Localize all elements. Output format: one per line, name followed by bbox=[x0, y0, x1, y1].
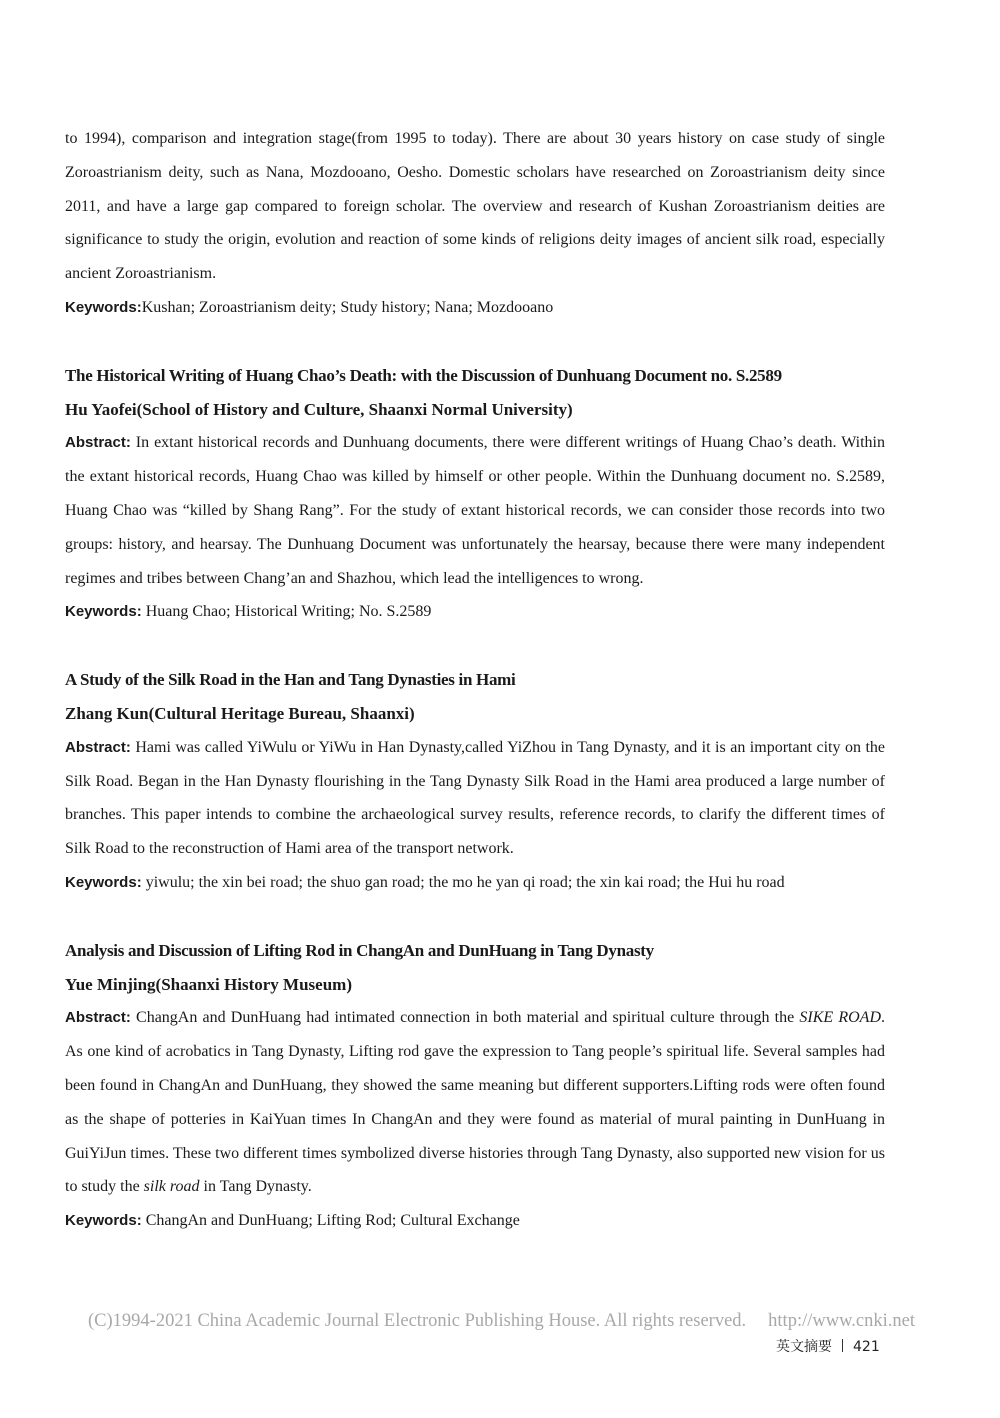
keywords-label: Keywords: bbox=[65, 873, 142, 891]
abstract-italic-sike-road: SIKE ROAD bbox=[799, 1009, 881, 1027]
article-2 bbox=[65, 663, 885, 900]
abstract-label: Abstract: bbox=[65, 1009, 131, 1027]
intro-keywords bbox=[65, 291, 885, 325]
keywords-text: Kushan; Zoroastrianism deity; Study history; Nana; Mozdooano bbox=[141, 298, 554, 316]
page-number: 421 bbox=[853, 1339, 880, 1355]
article-author: Hu Yaofei(School of History and Culture, Shaanxi Normal University) bbox=[65, 399, 573, 419]
article-author: Zhang Kun(Cultural Heritage Bureau, Shaanxi) bbox=[65, 703, 415, 723]
abstract-text: In extant historical records and Dunhuang documents, there were different writings of Huang Chao’s death. Within the extant historical records, Huang Chao was killed by himself or other people. Within the Dunhuang document no. S.2589, Huang Chao was “killed by Shang Rang”. For the study of extant historical records, we can consider those records into two groups: history, and hearsay. The Dunhuang Document was unfortunately the hearsay, because there were many independent regimes and tribes between Chang’an and Shazhou, which lead the intelligences to wrong. bbox=[65, 434, 885, 587]
page-footer bbox=[776, 1336, 880, 1356]
article-abstract bbox=[65, 1001, 885, 1204]
copyright-watermark bbox=[88, 1311, 928, 1332]
abstract-text: Hami was called YiWulu or YiWu in Han Dynasty,called YiZhou in Tang Dynasty, and it is an important city on the Silk Road. Began in the Han Dynasty flourishing in the Tang Dynasty Silk Road in the Hami area produced a large number of branches. This paper intends to combine the archaeological survey results, reference records, to clarify the different times of Silk Road to the reconstruction of Hami area of the transport network. bbox=[65, 738, 885, 858]
article-1 bbox=[65, 359, 885, 629]
article-abstract bbox=[65, 426, 885, 595]
abstract-text-post: in Tang Dynasty. bbox=[199, 1178, 312, 1196]
keywords-text: yiwulu; the xin bei road; the shuo gan road; the mo he yan qi road; the xin kai road; the Hui hu road bbox=[141, 873, 785, 891]
keywords-text: Huang Chao; Historical Writing; No. S.2589 bbox=[141, 603, 432, 621]
article-title: Analysis and Discussion of Lifting Rod in ChangAn and DunHuang in Tang Dynasty bbox=[65, 940, 654, 960]
keywords-text: ChangAn and DunHuang; Lifting Rod; Cultural Exchange bbox=[141, 1212, 520, 1230]
article-title: The Historical Writing of Huang Chao’s Death: with the Discussion of Dunhuang Document no. S.2589 bbox=[65, 365, 782, 385]
keywords-label: Keywords: bbox=[65, 603, 142, 621]
footer-divider bbox=[842, 1339, 843, 1352]
intro-paragraph: to 1994), comparison and integration stage(from 1995 to today). There are about 30 years history on case study of single Zoroastrianism deity, such as Nana, Mozdooano, Oesho. Domestic scholars have researched on Zoroastrianism deity since 2011, and have a large gap compared to foreign scholar. The overview and research of Kushan Zoroastrianism deities are significance to study the origin, evolution and reaction of some kinds of religions deity images of ancient silk road, especially ancient Zoroastrianism. bbox=[65, 130, 885, 283]
article-title: A Study of the Silk Road in the Han and Tang Dynasties in Hami bbox=[65, 670, 516, 690]
section-label: 英文摘要 bbox=[776, 1339, 832, 1355]
page-body bbox=[65, 122, 885, 1238]
article-keywords bbox=[65, 1204, 885, 1238]
intro-section bbox=[65, 122, 885, 325]
abstract-label: Abstract: bbox=[65, 738, 131, 756]
cnki-url: http://www.cnki.net bbox=[768, 1311, 915, 1331]
abstract-text-pre: ChangAn and DunHuang had intimated connection in both material and spiritual culture through the bbox=[130, 1009, 800, 1027]
keywords-label: Keywords: bbox=[65, 1212, 142, 1230]
article-3 bbox=[65, 934, 885, 1238]
abstract-italic-silk-road: silk road bbox=[143, 1178, 200, 1196]
keywords-label: Keywords: bbox=[65, 298, 142, 316]
abstract-label: Abstract: bbox=[65, 434, 131, 452]
article-abstract bbox=[65, 731, 885, 866]
copyright-text: (C)1994-2021 China Academic Journal Electronic Publishing House. All rights reserved. bbox=[88, 1311, 747, 1331]
article-author: Yue Minjing(Shaanxi History Museum) bbox=[65, 974, 352, 994]
article-keywords bbox=[65, 866, 885, 900]
article-keywords bbox=[65, 595, 885, 629]
abstract-text-mid: . As one kind of acrobatics in Tang Dynasty, Lifting rod gave the expression to Tang people’s spiritual life. Several samples had been found in ChangAn and DunHuang, they showed the same meaning but different supporters.Lifting rods were often found as the shape of potteries in KaiYuan times In ChangAn and they were found as material of mural painting in DunHuang in GuiYiJun times. These two different times symbolized diverse histories through Tang Dynasty, also supported new vision for us to study the bbox=[65, 1009, 885, 1196]
